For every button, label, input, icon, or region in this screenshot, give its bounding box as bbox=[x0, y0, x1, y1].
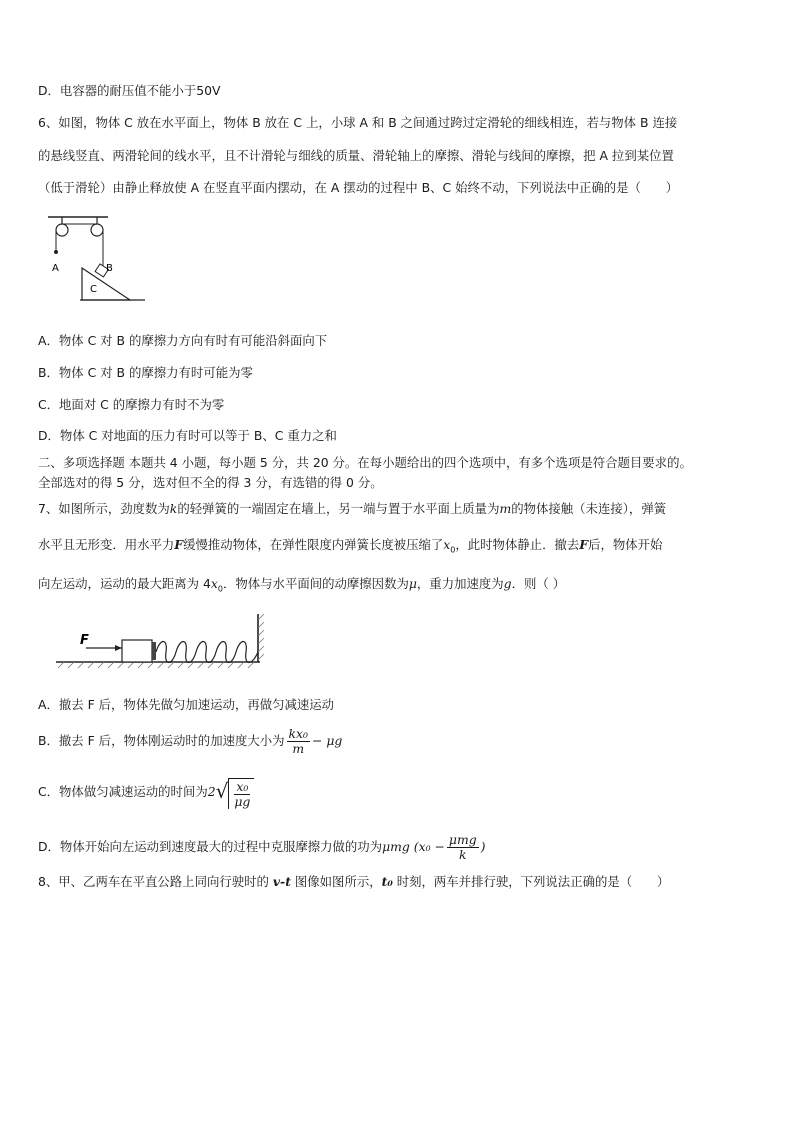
q7-stem-line-1: 7、如图所示，劲度数为k的轻弹簧的一端固定在墙上，另一端与置于水平面上质量为m的物体接触（未连接），弹簧 bbox=[38, 501, 667, 516]
figure-label-b: B bbox=[106, 263, 113, 274]
q6-stem-line-3: （低于滑轮）由静止释放使 A 在竖直平面内摆动，在 A 摆动的过程中 B、C 始终不动，下列说法中正确的是（ ） bbox=[38, 180, 679, 195]
q6-option-c: C．地面对 C 的摩擦力有时不为零 bbox=[38, 397, 225, 412]
q5-option-d: D．电容器的耐压值不能小于50V bbox=[38, 83, 221, 98]
q6-option-b: B．物体 C 对 B 的摩擦力有时可能为零 bbox=[38, 365, 253, 380]
q7-option-a: A．撤去 F 后，物体先做匀加速运动，再做匀减速运动 bbox=[38, 697, 335, 712]
q7-option-b: B．撤去 F 后，物体刚运动时的加速度大小为 $\frac{\text{kx₀}}{m}$ − μg bbox=[38, 726, 343, 756]
section-2-instructions-line-2: 全部选对的得 5 分，选对但不全的得 3 分，有选错的得 0 分。 bbox=[38, 475, 383, 490]
q7-stem-line-2: 水平且无形变．用水平力F缓慢推动物体，在弹性限度内弹簧长度被压缩了$x_0$，此时物体静止．撤去F后，物体开始 bbox=[38, 537, 663, 555]
section-2-instructions-line-1: 二、多项选择题 本题共 4 小题，每小题 5 分，共 20 分。在每小题给出的四个选项中，有多个选项是符合题目要求的。 bbox=[38, 455, 692, 470]
q6-pulley-figure bbox=[40, 212, 150, 304]
q6-option-a: A．物体 C 对 B 的摩擦力方向有时有可能沿斜面向下 bbox=[38, 333, 328, 348]
q7-stem-line-3: 向左运动，运动的最大距离为 $4x_0$．物体与水平面间的动摩擦因数为μ，重力加速度为g．则（ ） bbox=[38, 576, 566, 594]
q7-option-d: D．物体开始向左运动到速度最大的过程中克服摩擦力做的功为μmg (x₀ − $\frac{\text{μmg}}{k}$ ) bbox=[38, 832, 486, 862]
figure-label-a: A bbox=[52, 263, 59, 274]
q7-option-c: C．物体做匀减速运动的时间为2√ $\frac{\text{x₀}}{\mu g}$ bbox=[38, 776, 764, 809]
force-label-f: F bbox=[80, 633, 89, 648]
q8-stem: 8、甲、乙两车在平直公路上同向行驶时的 v-t 图像如图所示，t₀ 时刻，两车并排行驶，下列说法正确的是（ ） bbox=[38, 874, 670, 889]
q6-stem-line-2: 的悬线竖直、两滑轮间的线水平，且不计滑轮与细线的质量、滑轮轴上的摩擦、滑轮与线间的摩擦，把 A 拉到某位置 bbox=[38, 148, 674, 163]
q6-stem-line-1: 6、如图，物体 C 放在水平面上，物体 B 放在 C 上，小球 A 和 B 之间通过跨过定滑轮的细线相连，若与物体 B 连接 bbox=[38, 115, 678, 130]
q6-option-d: D．物体 C 对地面的压力有时可以等于 B、C 重力之和 bbox=[38, 428, 337, 443]
q7-spring-figure bbox=[52, 610, 272, 672]
figure-label-c: C bbox=[90, 284, 97, 295]
